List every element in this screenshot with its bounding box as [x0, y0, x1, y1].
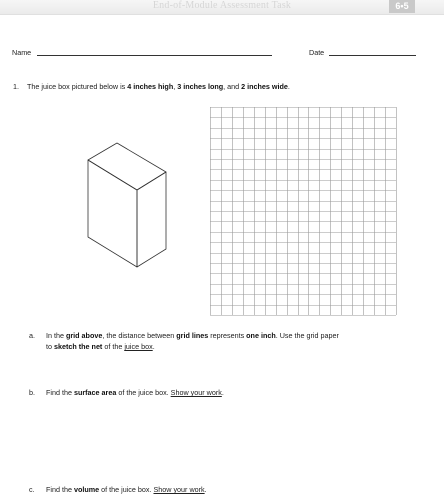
juice-box-top-face — [88, 143, 166, 190]
page-header-title: End-of-Module Assessment Task — [152, 0, 292, 11]
module-badge: 6•5 — [389, 0, 415, 13]
date-field-line[interactable] — [329, 55, 416, 56]
part-a-letter: a. — [29, 331, 35, 340]
question-1-text: The juice box pictured below is 4 inches high, 3 inches long, and 2 inches wide. — [27, 82, 290, 91]
grid-paper[interactable] — [210, 107, 396, 315]
part-b-letter: b. — [29, 388, 35, 397]
part-a-text-line-2: to sketch the net of the juice box. — [46, 342, 155, 351]
juice-box-right-face — [137, 172, 166, 267]
part-b-text: Find the surface area of the juice box. Show your work. — [46, 388, 224, 397]
juice-box-left-face — [88, 160, 137, 267]
part-a-text-line-1: In the grid above, the distance between grid lines represents one inch. Use the grid paper — [46, 331, 339, 340]
name-label: Name — [12, 48, 32, 57]
part-c-text: Find the volume of the juice box. Show your work. — [46, 485, 207, 494]
date-label: Date — [309, 48, 325, 57]
question-1-number: 1. — [13, 82, 19, 91]
part-c-letter: c. — [29, 485, 35, 494]
name-field-line[interactable] — [37, 55, 272, 56]
